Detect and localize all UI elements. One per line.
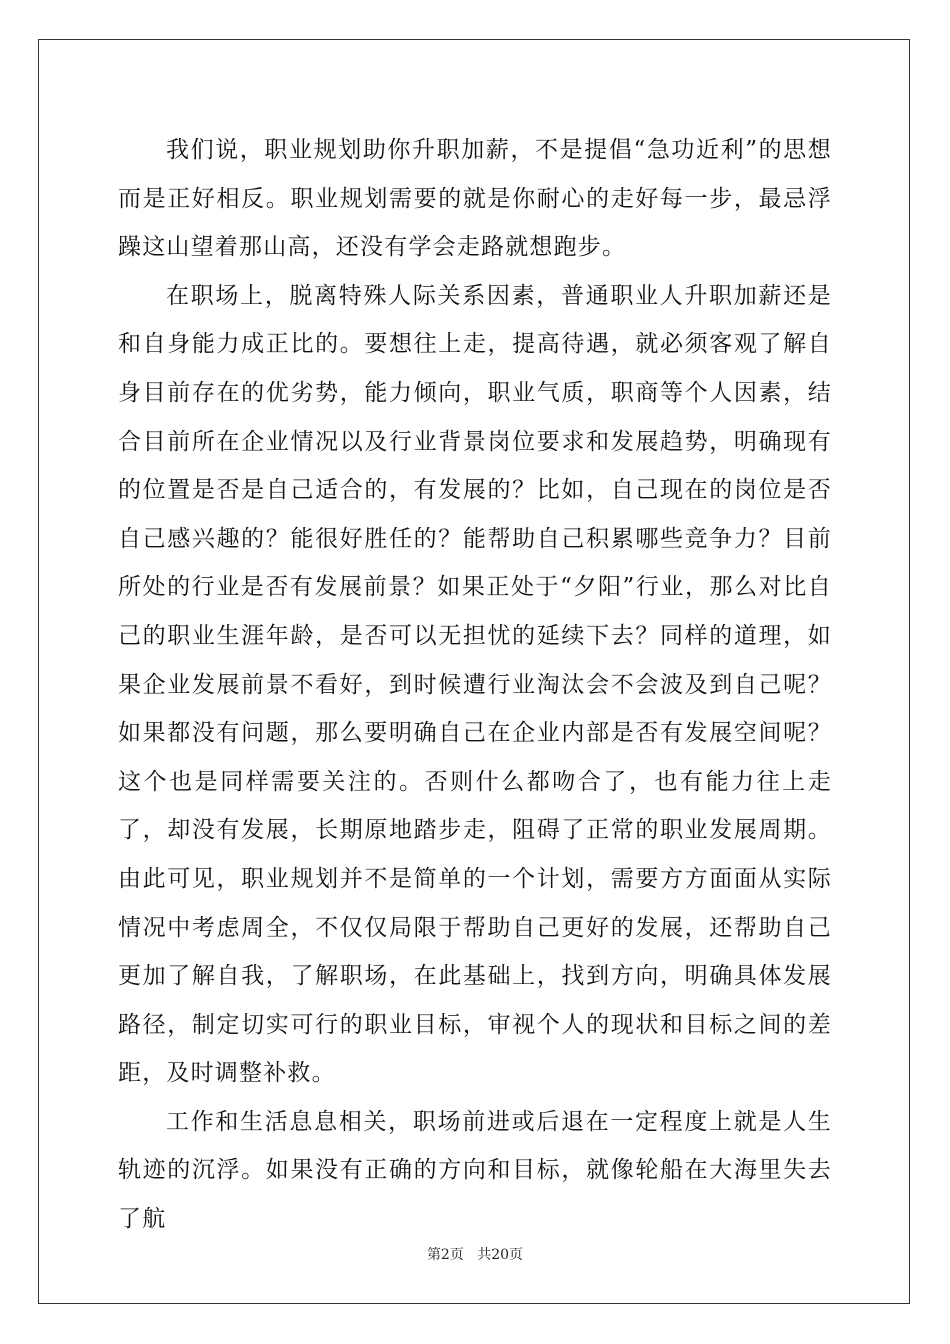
page-number: 第2页	[426, 1247, 464, 1263]
document-body	[118, 126, 832, 1244]
page-footer	[0, 1244, 950, 1264]
page-total: 共20页	[477, 1247, 524, 1263]
paragraph: 工作和生活息息相关，职场前进或后退在一定程度上就是人生轨迹的沉浮。如果没有正确的方向和目标，就像轮船在大海里失去了航	[118, 1108, 832, 1233]
paragraph: 我们说，职业规划助你升职加薪，不是提倡“急功近利”的思想而是正好相反。职业规划需要的就是你耐心的走好每一步，最忌浮躁这山望着那山高，还没有学会走路就想跑步。	[118, 137, 832, 261]
paragraph: 在职场上，脱离特殊人际关系因素，普通职业人升职加薪还是和自身能力成正比的。要想往上走，提高待遇，就必须客观了解自身目前存在的优劣势，能力倾向，职业气质，职商等个人因素，结合目前所在企业情况以及行业背景岗位要求和发展趋势，明确现有的位置是否是自己适合的，有发展的？比如，自己现在的岗位是否自己感兴趣的？能很好胜任的？能帮助自己积累哪些竞争力？目前所处的行业是否有发展前景？如果正处于“夕阳”行业，那么对比自己的职业生涯年龄，是否可以无担忧的延续下去？同样的道理，如果企业发展前景不看好，到时候遭行业淘汰会不会波及到自己呢？如果都没有问题，那么要明确自己在企业内部是否有发展空间呢？这个也是同样需要关注的。否则什么都吻合了，也有能力往上走了，却没有发展，长期原地踏步走，阻碍了正常的职业发展周期。由此可见，职业规划并不是简单的一个计划，需要方方面面从实际情况中考虑周全，不仅仅局限于帮助自己更好的发展，还帮助自己更加了解自我，了解职场，在此基础上，找到方向，明确具体发展路径，制定切实可行的职业目标，审视个人的现状和目标之间的差距，及时调整补救。	[118, 282, 832, 1087]
